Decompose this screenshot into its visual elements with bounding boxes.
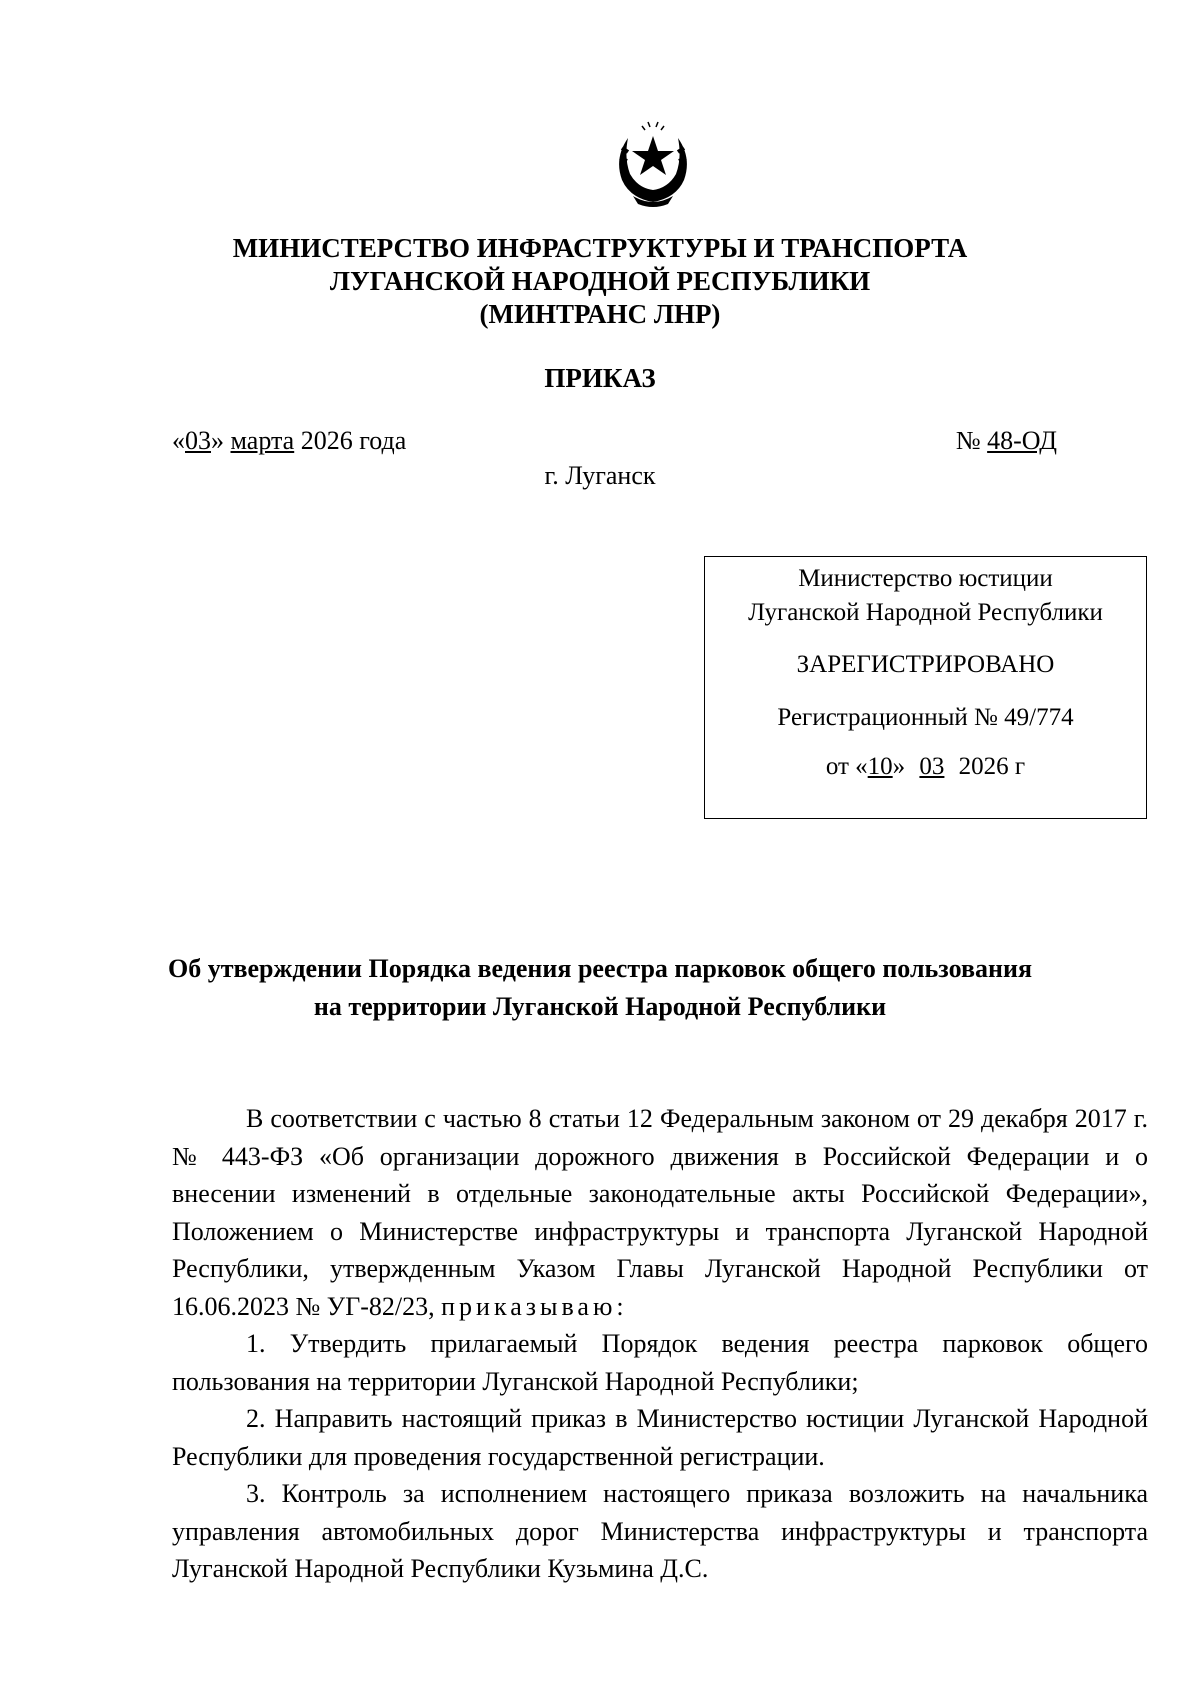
order-subject-line1: Об утверждении Порядка ведения реестра парковок общего пользования	[167, 954, 1033, 983]
order-body	[172, 1100, 1148, 1588]
order-number-prefix: №	[955, 426, 981, 455]
order-number	[956, 426, 1057, 456]
order-decree-word: приказываю:	[441, 1291, 628, 1321]
order-item-3: 3. Контроль за исполнением настоящего приказа возложить на начальника управления автомобильных дорог Министерства инфраструктуры и транспорта Луганской Народной Республики Кузьмина Д.С.	[172, 1479, 1148, 1583]
order-date	[172, 426, 406, 456]
registration-date-prefix: от «	[825, 753, 868, 780]
order-date-close: »	[211, 426, 224, 455]
registration-date-close: »	[892, 753, 906, 780]
order-preamble-text: В соответствии с частью 8 статьи 12 Федеральным законом от 29 декабря 2017 г. № 443-ФЗ «Об организации дорожного движения в Российской Федерации и о внесении изменений в отдельные законодательные акты Российской Федерации», Положением о Министерстве инфраструктуры и транспорта Луганской Народной Республики, утвержденным Указом Главы Луганской Народной Республики от 16.06.2023 № УГ-82/23,	[172, 1104, 1148, 1321]
registration-number: Регистрационный № 49/774	[777, 704, 1074, 731]
registration-line2: Луганской Народной Республики	[748, 599, 1103, 626]
order-date-year: 2026 года	[300, 426, 407, 455]
ministry-name-line2: ЛУГАНСКОЙ НАРОДНОЙ РЕСПУБЛИКИ	[329, 266, 871, 296]
order-date-day: 03	[185, 426, 211, 455]
order-date-open: «	[172, 426, 185, 455]
order-subject	[0, 950, 1200, 1026]
order-preamble	[172, 1100, 1148, 1325]
ministry-name-line3: (МИНТРАНС ЛНР)	[479, 299, 721, 329]
lpr-coat-of-arms-icon	[608, 118, 698, 208]
registration-date-year: 2026 г	[958, 753, 1026, 780]
order-title: ПРИКАЗ	[544, 363, 656, 393]
ministry-name	[0, 232, 1200, 331]
order-date-month: марта	[230, 426, 295, 455]
order-item-2: 2. Направить настоящий приказ в Министерство юстиции Луганской Народной Республики для проведения государственной регистрации.	[172, 1404, 1148, 1471]
order-number-value: 48-ОД	[987, 426, 1057, 455]
registration-date-month: 03	[919, 753, 945, 780]
registration-date	[705, 753, 1146, 781]
registration-line1: Министерство юстиции	[798, 565, 1053, 592]
order-item-1: 1. Утвердить прилагаемый Порядок ведения реестра парковок общего пользования на территории Луганской Народной Республики;	[172, 1329, 1148, 1396]
registration-stamp	[704, 556, 1147, 819]
order-city: г. Луганск	[544, 461, 656, 490]
registration-status: ЗАРЕГИСТРИРОВАНО	[796, 651, 1055, 678]
registration-date-day: 10	[867, 753, 893, 780]
order-subject-line2: на территории Луганской Народной Республики	[313, 992, 887, 1021]
ministry-name-line1: МИНИСТЕРСТВО ИНФРАСТРУКТУРЫ И ТРАНСПОРТА	[232, 233, 968, 263]
